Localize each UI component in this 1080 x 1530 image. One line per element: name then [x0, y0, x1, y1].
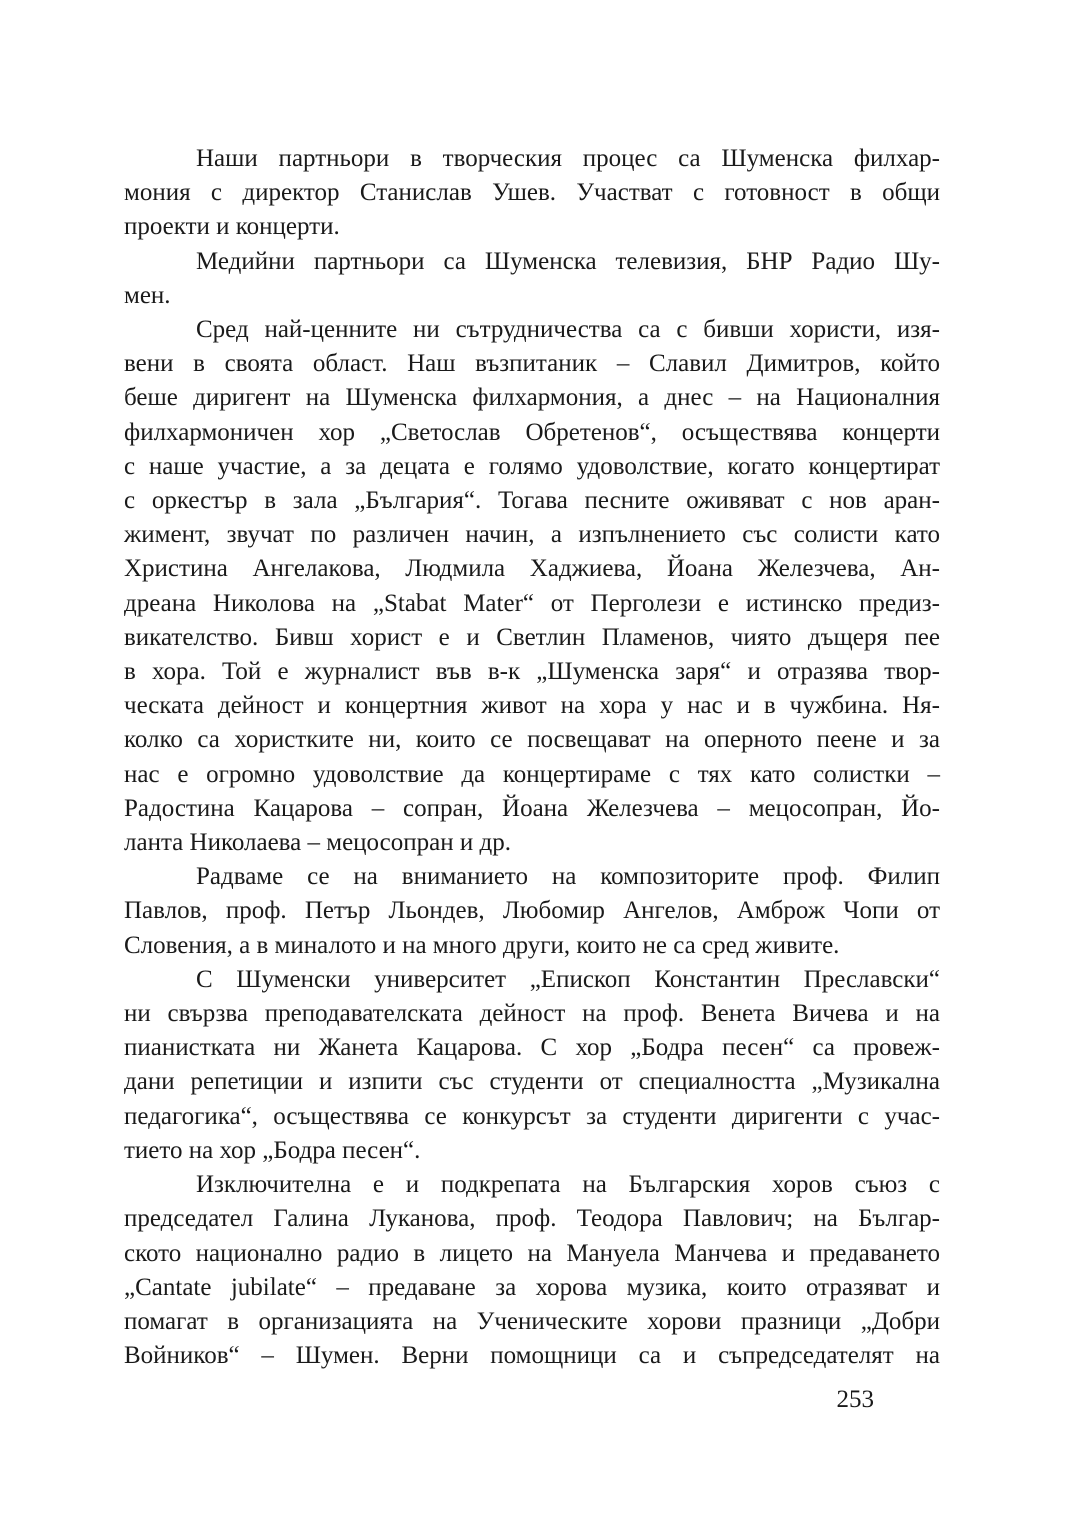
- text-line: Войников“ – Шумен. Верни помощници са и съпредседателят на: [124, 1342, 940, 1370]
- text-line: „Cantate jubilate“ – предаване за хорова музика, които отразяват и: [124, 1273, 940, 1301]
- text-line: дани репетиции и изпити със студенти от специалността „Музикална: [124, 1068, 940, 1096]
- paragraph: [124, 142, 940, 245]
- text-line: филхармоничен хор „Светослав Обретенов“, осъществява концерти: [124, 418, 940, 446]
- text-line: с оркестър в зала „България“. Тогава песните оживяват с нов аран-: [124, 487, 940, 515]
- text-line: беше диригент на Шуменска филхармония, а днес – на Националния: [124, 384, 940, 412]
- text-line: педагогика“, осъществява се конкурсът за студенти диригенти с учас-: [124, 1102, 940, 1130]
- text-line: вени в своята област. Наш възпитаник – Славил Димитров, който: [124, 350, 940, 378]
- text-line: Изключителна е и подкрепата на Българския хоров съюз с: [196, 1171, 940, 1199]
- text-line: проекти и концерти.: [124, 213, 340, 241]
- text-line: помагат в организацията на Ученическите хорови празници „Добри: [124, 1307, 940, 1335]
- text-line: Словения, а в миналото и на много други, които не са сред живите.: [124, 931, 840, 959]
- text-line: с наше участие, а за децата е голямо удоволствие, когато концертират: [124, 452, 940, 480]
- text-line: ни свързва преподавателската дейност на проф. Венета Вичева и на: [124, 1000, 940, 1028]
- text-line: колко са хористките ни, които се посвещават на оперното пеене и за: [124, 726, 940, 754]
- text-line: тието на хор „Бодра песен“.: [124, 1136, 421, 1164]
- text-line: мония с директор Станислав Ушев. Участват с готовност в общи: [124, 179, 940, 207]
- text-line: мен.: [124, 281, 171, 309]
- text-line: ското национално радио в лицето на Мануела Манчева и предаването: [124, 1239, 940, 1267]
- text-line: Радостина Кацарова – сопран, Йоана Железчева – мецосопран, Йо-: [124, 794, 940, 822]
- text-line: Медийни партньори са Шуменска телевизия, БНР Радио Шу-: [196, 247, 940, 275]
- paragraph: [124, 313, 940, 860]
- text-line: Сред най-ценните ни сътрудничества са с бивши хористи, изя-: [196, 316, 940, 344]
- text-line: жимент, звучат по различен начин, а изпълнението със солисти като: [124, 521, 940, 549]
- paragraph: [124, 1168, 940, 1373]
- text-line: Наши партньори в творческия процес са Шуменска филхар-: [196, 145, 940, 172]
- text-line: С Шуменски университет „Епископ Константин Преславски“: [196, 965, 940, 993]
- text-line: ланта Николаева – мецосопран и др.: [124, 829, 511, 857]
- text-line: пианистката ни Жанета Кацарова. С хор „Бодра песен“ са провеж-: [124, 1034, 940, 1062]
- text-line: нас е огромно удоволствие да концертираме с тях като солистки –: [124, 760, 940, 788]
- paragraph: [124, 963, 940, 1168]
- text-line: председател Галина Луканова, проф. Теодора Павлович; на Българ-: [124, 1205, 940, 1233]
- text-line: викателство. Бивш хорист е и Светлин Пламенов, чиято дъщеря пее: [124, 623, 940, 651]
- text-line: Радваме се на вниманието на композиторите проф. Филип: [196, 863, 940, 891]
- text-line: Павлов, проф. Петър Льондев, Любомир Ангелов, Амброж Чопи от: [124, 897, 940, 925]
- text-line: в хора. Той е журналист във в-к „Шуменска заря“ и отразява твор-: [124, 658, 940, 686]
- body-text: [124, 142, 940, 1373]
- text-line: дреана Николова на „Stabat Mater“ от Перголези е истинско предиз-: [124, 589, 940, 617]
- paragraph: [124, 245, 940, 313]
- text-line: Христина Ангелакова, Людмила Хаджиева, Йоана Железчева, Ан-: [124, 555, 940, 583]
- paragraph: [124, 860, 940, 963]
- page-number: 253: [836, 1386, 874, 1413]
- text-line: ческата дейност и концертния живот на хора у нас и в чужбина. Ня-: [124, 692, 940, 720]
